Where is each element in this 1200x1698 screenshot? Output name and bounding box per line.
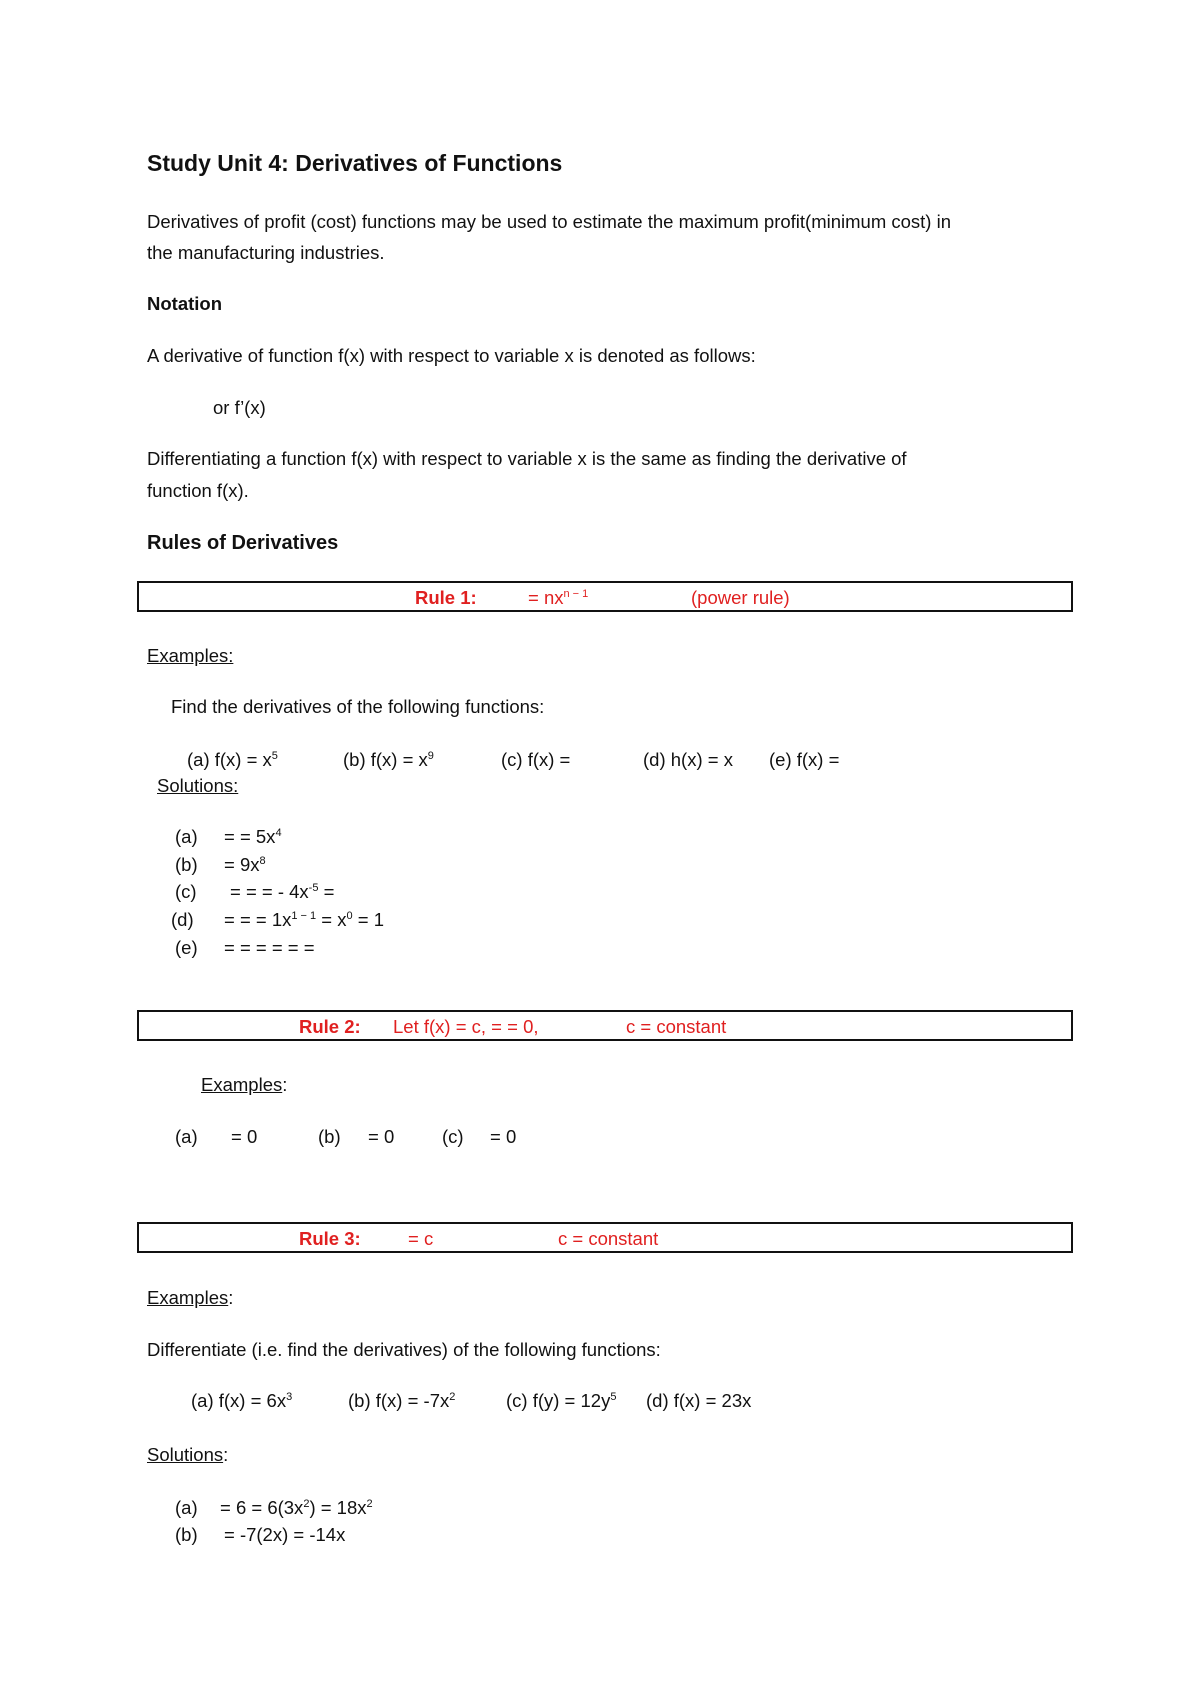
rule-3-problem-d: (d) f(x) = 23x [646,1390,752,1411]
solution-d-label: (d) [171,909,194,930]
rule-3-problem-c: (c) $f(y) = 12y^5$ [506,1390,617,1411]
rule-2-note: c = constant [626,1016,727,1037]
rule-3-solutions-colon: : [223,1444,229,1465]
rule-1-solutions-label: Solutions: [157,775,239,796]
rule-1-formula-base: = nx [528,587,564,608]
rule-3-problems [0,1390,1200,1416]
solution-e-text: = = = = = = [224,937,315,958]
rule-2-example-c-label: (c) [442,1126,464,1147]
rule-2-examples-colon: : [282,1074,288,1095]
rule-3-instruction: Differentiate (i.e. find the derivatives) of the following functions: [147,1339,661,1360]
rule-3-formula: = c [408,1228,434,1249]
rule-2-examples [0,1126,1200,1152]
rule-2-label: Rule 2: [299,1016,361,1037]
solution-b-text: = $9x^8$ [224,854,266,875]
rule-3-solutions-word: Solutions [147,1444,224,1465]
notation-alt: or f’(x) [213,397,266,418]
solution-c-label: (c) [175,881,197,902]
rule-1-problem-e: (e) f(x) = [769,749,840,770]
rule-3-solution-a-text: = $6 = 6(3x^2) = 18x^2$ [220,1497,373,1518]
rule-1-instruction: Find the derivatives of the following functions: [171,696,545,717]
rules-heading: Rules of Derivatives [147,532,339,554]
notation-heading: Notation [147,293,223,314]
solution-a-label: (a) [175,826,198,847]
rule-3-solution-a [0,1497,1200,1523]
rule-1-problems [0,749,1200,775]
rule-3-solution-a-label: (a) [175,1497,198,1518]
rule-2-example-b-label: (b) [318,1126,341,1147]
solution-b-label: (b) [175,854,198,875]
solution-a [0,826,1200,852]
rule-3-solution-b [0,1524,1200,1550]
solution-a-text: = = $5x^4$ [224,826,282,847]
rule-2-formula: Let f(x) = c, = = 0, [393,1016,539,1037]
solution-e-label: (e) [175,937,198,958]
rule-1-problem-b: (b) $f(x) = x^9$ [343,749,434,770]
rule-1-box [137,581,1073,612]
rule-3-problem-a: (a) $f(x) = 6x^3$ [191,1390,293,1411]
rule-1-formula [528,587,588,609]
rule-3-box [137,1222,1073,1253]
rule-3-examples-label [147,1287,233,1309]
solution-d [0,909,1200,935]
rule-3-examples-word: Examples [147,1287,229,1308]
rule-1-problem-a: (a) $f(x) = x^5$ [187,749,278,770]
rule-3-problem-b: (b) $f(x) = -7x^2$ [348,1390,456,1411]
intro-line-2: the manufacturing industries. [147,242,385,263]
differentiating-line-1: Differentiating a function f(x) with respect to variable x is the same as finding the derivative of [147,448,907,469]
rule-1-problem-c: (c) f(x) = [501,749,571,770]
rule-2-examples-label [201,1074,287,1096]
rule-2-example-b: = 0 [368,1126,395,1147]
solution-c-text: = = = - $4x^{-5}$ = [230,881,335,902]
rule-2-example-a: = 0 [231,1126,258,1147]
solution-c [0,881,1200,907]
rule-1-note: (power rule) [691,587,790,608]
rule-3-solution-b-text: = -7(2x) = -14x [224,1524,346,1545]
rule-3-solutions-label [147,1444,228,1466]
rule-1-problem-d: (d) h(x) = x [643,749,733,770]
page-title: Study Unit 4: Derivatives of Functions [147,150,563,176]
rule-2-example-a-label: (a) [175,1126,198,1147]
rule-1-examples-label: Examples: [147,645,234,666]
solution-d-text: = = = $1x^{1 - 1} = x^0 = 1$ [224,909,384,930]
rule-2-example-c: = 0 [490,1126,517,1147]
rule-3-solution-b-label: (b) [175,1524,198,1545]
differentiating-line-2: function f(x). [147,480,249,501]
rule-2-examples-word: Examples [201,1074,283,1095]
rule-3-label: Rule 3: [299,1228,361,1249]
rule-3-note: c = constant [558,1228,659,1249]
rule-3-examples-colon: : [228,1287,234,1308]
rule-1-formula-exponent: n − 1 [563,588,589,600]
intro-line-1: Derivatives of profit (cost) functions may be used to estimate the maximum profit(minimum cost) in [147,211,951,232]
rule-1-label: Rule 1: [415,587,477,608]
rule-2-box [137,1010,1073,1041]
solution-b [0,854,1200,880]
notation-text: A derivative of function f(x) with respect to variable x is denoted as follows: [147,345,756,366]
solution-e [0,937,1200,963]
